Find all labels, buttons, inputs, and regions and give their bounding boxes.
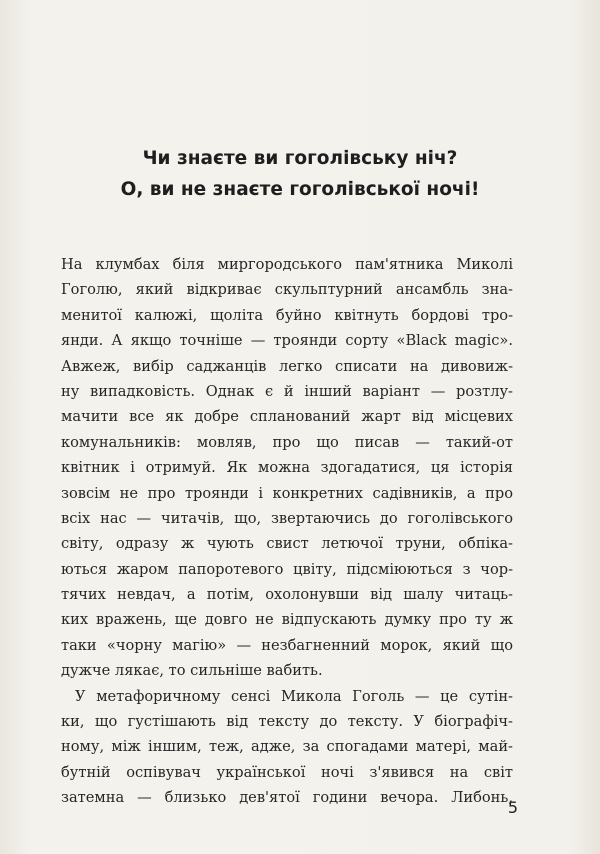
text-line: менитої калюжі, щоліта буйно квітнуть бордові тро-: [61, 306, 513, 324]
text-line: зовсім не про троянди і конкретних садівників, а про: [61, 484, 513, 502]
paragraph-2: [61, 684, 513, 811]
text-line: дужче лякає, то сильніше вабить.: [61, 662, 323, 680]
chapter-title-line-2: О, ви не знаєте гоголівської ночі!: [120, 179, 480, 200]
text-line: затемна — близько дев'ятої години вечора. Либонь,: [61, 789, 513, 807]
text-line: комунальників: мовляв, про що писав — такий-от: [61, 433, 513, 451]
text-line: янди. А якщо точніше — троянди сорту «Black magic».: [61, 332, 513, 350]
text-line: На клумбах біля миргородського пам'ятника Миколі: [61, 256, 513, 273]
text-line: тячих невдач, а потім, охолонувши від шалу читаць-: [61, 586, 513, 604]
text-line: ному, між іншим, теж, адже, за спогадами матері, май-: [61, 738, 513, 756]
text-line: бутній оспівувач української ночі з'явився на світ: [61, 763, 513, 781]
text-line: Авжеж, вибір саджанців легко списати на дивовиж-: [61, 357, 513, 375]
text-line: ються жаром папоротевого цвіту, підсміюються з чор-: [61, 560, 513, 578]
text-line: ких вражень, ще довго не відпускають думку про ту ж: [61, 611, 513, 629]
body-text: [61, 252, 513, 811]
text-line: ки, що густішають від тексту до тексту. У біографіч-: [61, 713, 513, 731]
text-line: світу, одразу ж чують свист летючої труни, обпіка-: [61, 535, 513, 553]
text-line: таки «чорну магію» — незбагненний морок, який що: [61, 636, 513, 654]
text-line: У метафоричному сенсі Микола Гоголь — це сутін-: [75, 687, 513, 705]
chapter-title-line-1: Чи знаєте ви гоголівську ніч?: [142, 148, 458, 169]
text-line: ну випадковість. Однак є й інший варіант — розтлу-: [61, 382, 513, 400]
text-line: квітник і отримуй. Як можна здогадатися, ця історія: [61, 459, 513, 477]
text-line: мачити все як добре спланований жарт від місцевих: [61, 408, 513, 426]
text-line: Гоголю, який відкриває скульптурний ансамбль зна-: [61, 281, 513, 299]
text-line: всіх нас — читачів, що, звертаючись до гоголівського: [61, 509, 513, 527]
paragraph-1: [61, 252, 513, 684]
page-number: 5: [507, 798, 518, 817]
chapter-title: [60, 143, 540, 205]
